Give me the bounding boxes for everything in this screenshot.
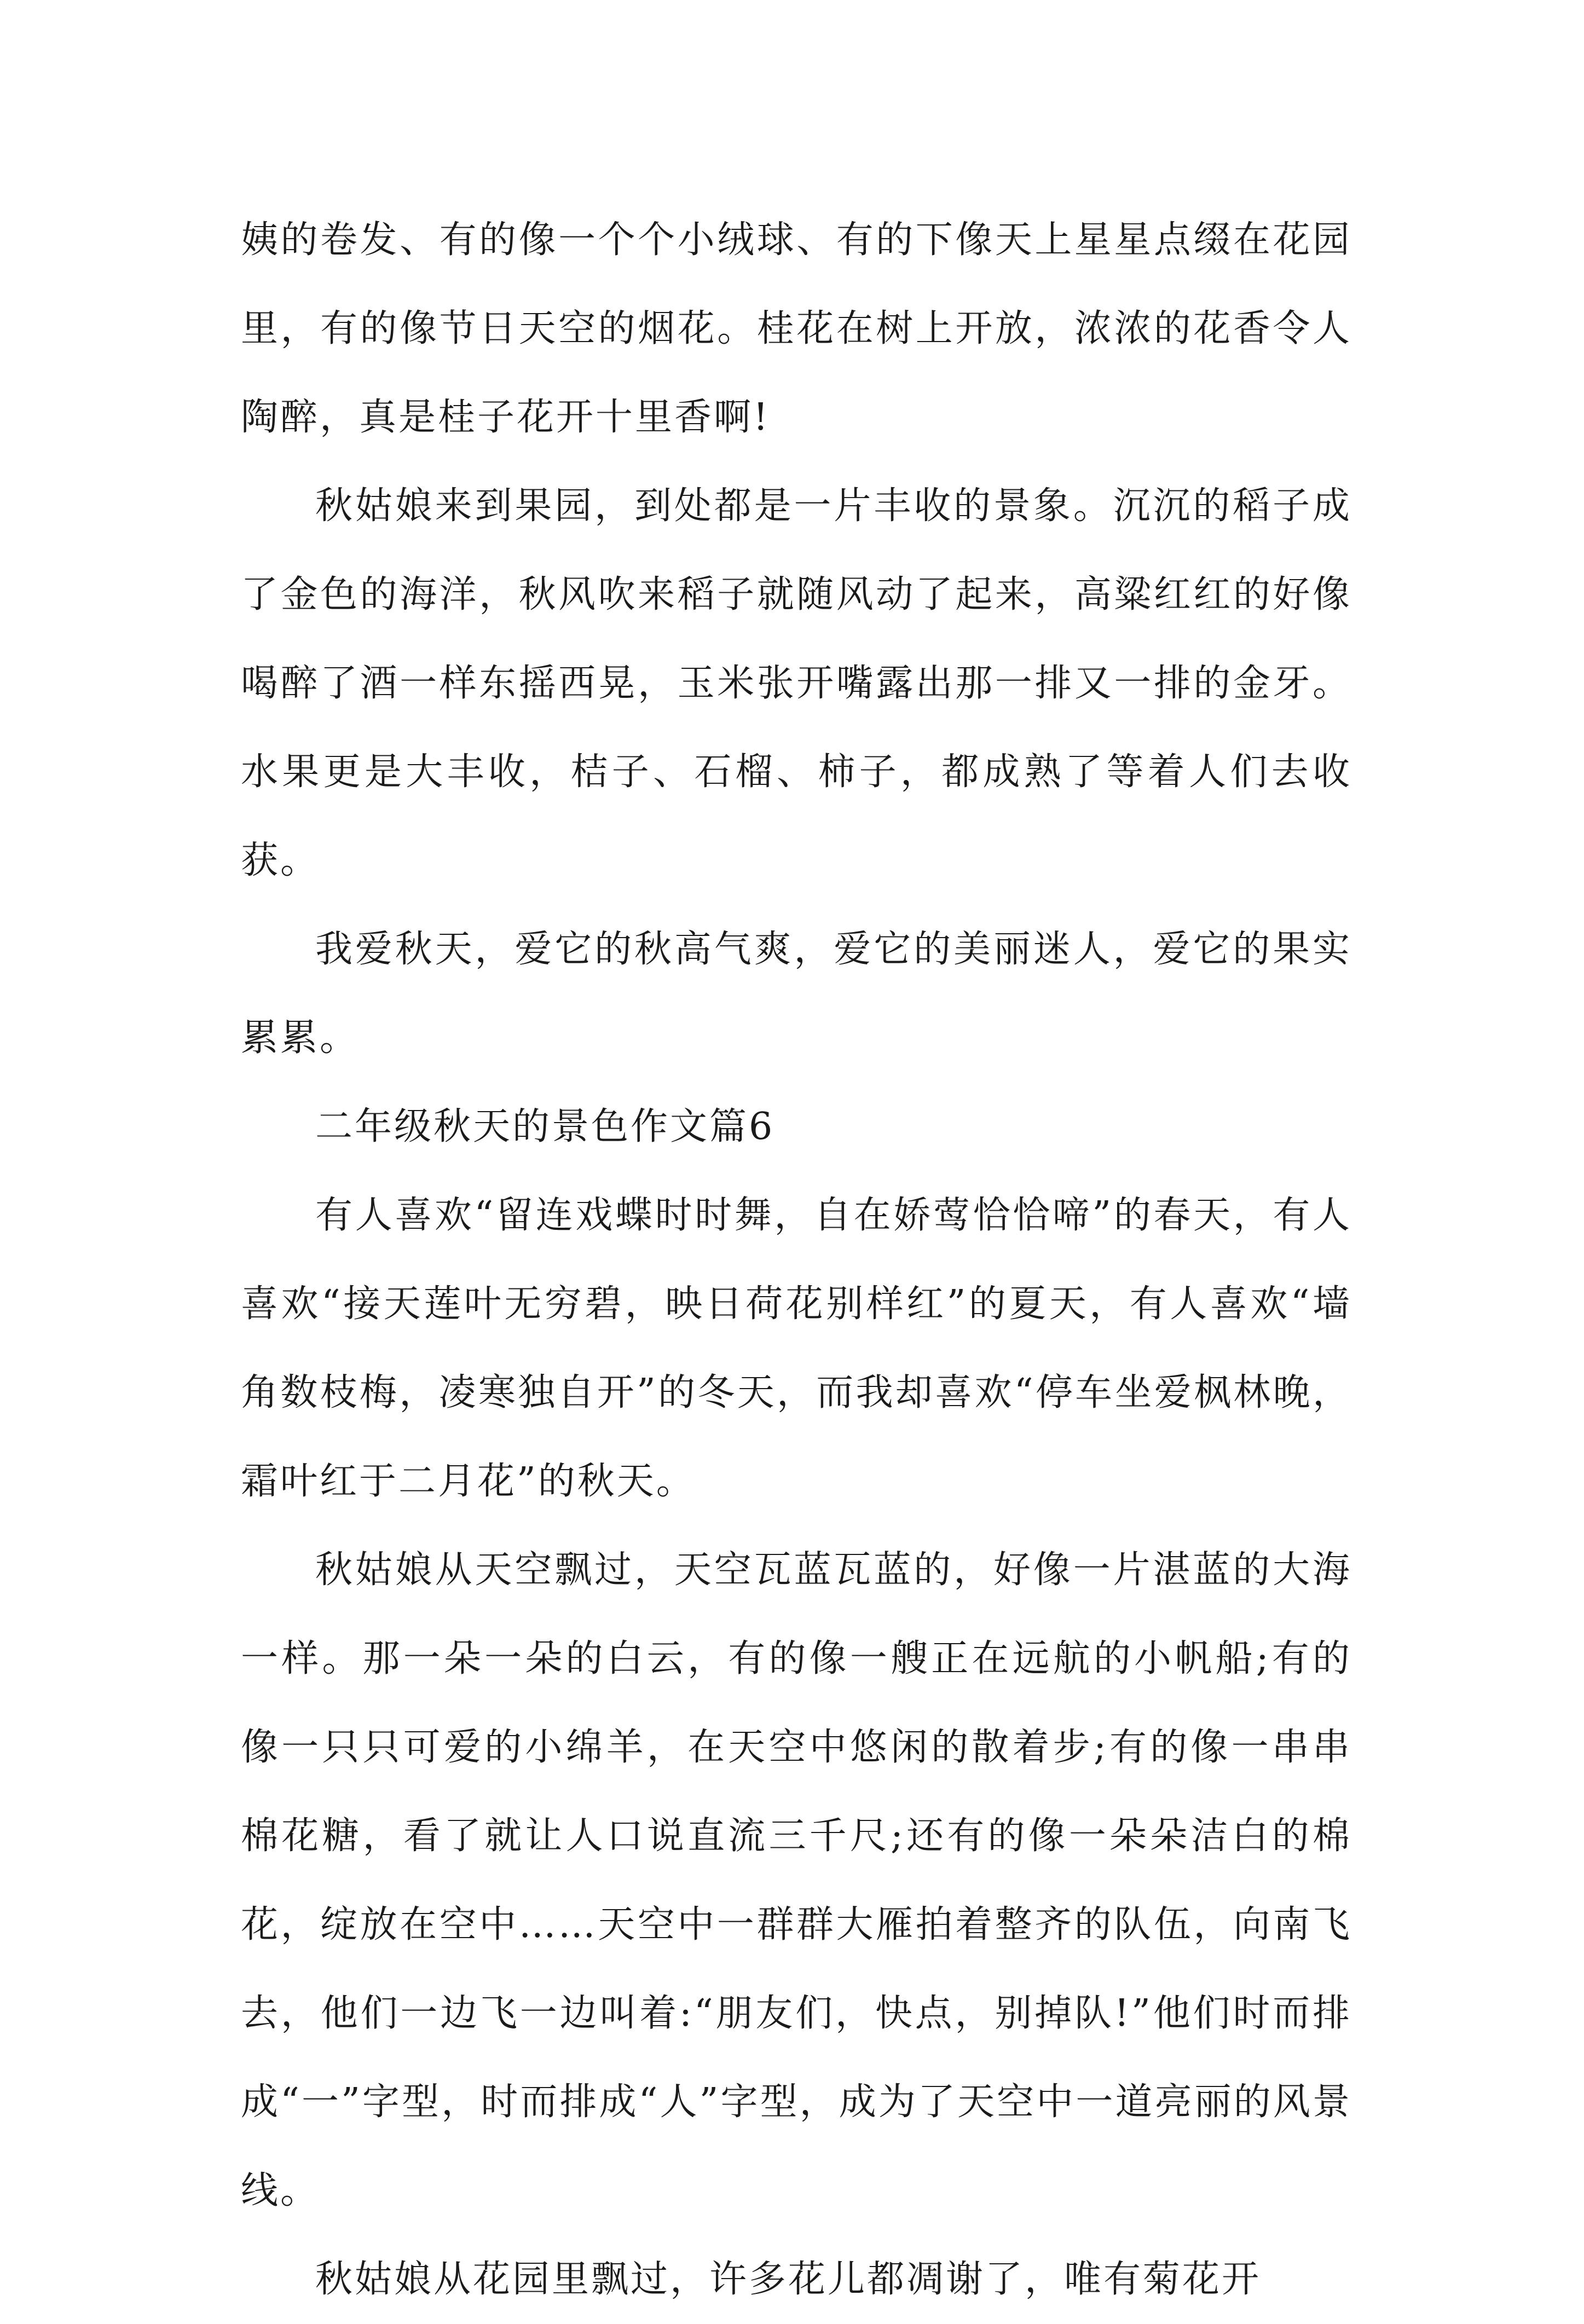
paragraph-seasons: 有人喜欢“留连戏蝶时时舞，自在娇莺恰恰啼”的春天，有人喜欢“接天莲叶无穷碧，映日荷花别样红”的夏天，有人喜欢“墙角数枝梅，凌寒独自开”的冬天，而我却喜欢“停车坐爱枫林晚，霜叶红于二月花”的秋天。 <box>241 1194 1352 1503</box>
paragraph-garden: 秋姑娘从花园里飘过，许多花儿都凋谢了，唯有菊花开 <box>315 2258 1262 2301</box>
paragraph-continued: 姨的卷发、有的像一个个小绒球、有的下像天上星星点缀在花园里，有的像节日天空的烟花。桂花在树上开放，浓浓的花香令人陶醉，真是桂子花开十里香啊! <box>241 218 1352 439</box>
paragraph-sky: 秋姑娘从天空飘过，天空瓦蓝瓦蓝的，好像一片湛蓝的大海一样。那一朵一朵的白云，有的像一艘正在远航的小帆船;有的像一只只可爱的小绵羊，在天空中悠闲的散着步;有的像一串串棉花糖，看了就让人口说直流三千尺;还有的像一朵朵洁白的棉花，绽放在空中……天空中一群群大雁拍着整齐的队伍，向南飞去，他们一边飞一边叫着:“朋友们，快点，别掉队!”他们时而排成“一”字型，时而排成“人”字型，成为了天空中一道亮丽的风景线。 <box>241 1548 1352 2212</box>
section-title: 二年级秋天的景色作文篇6 <box>315 1105 775 1148</box>
body-text <box>241 196 1352 2324</box>
paragraph-love-autumn: 我爱秋天，爱它的秋高气爽，爱它的美丽迷人，爱它的果实累累。 <box>241 928 1352 1060</box>
paragraph-orchard: 秋姑娘来到果园，到处都是一片丰收的景象。沉沉的稻子成了金色的海洋，秋风吹来稻子就随风动了起来，高粱红红的好像喝醉了酒一样东摇西晃，玉米张开嘴露出那一排又一排的金牙。水果更是大丰收，桔子、石榴、柿子，都成熟了等着人们去收获。 <box>241 484 1352 882</box>
